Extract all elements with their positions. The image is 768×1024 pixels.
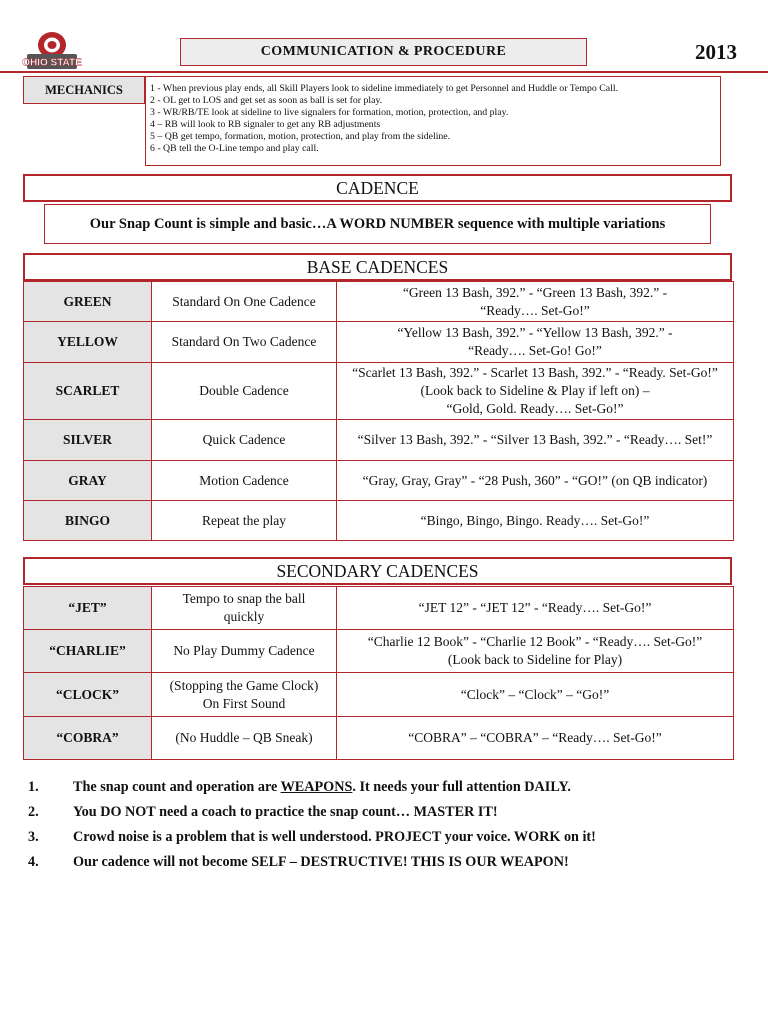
cadence-description: (Stopping the Game Clock) On First Sound: [152, 673, 337, 717]
cadence-name: GRAY: [24, 461, 152, 501]
list-number: 4.: [28, 854, 39, 870]
table-row: [24, 630, 734, 673]
cadence-call: “Clock” – “Clock” – “Go!”: [337, 673, 734, 717]
mechanics-item: 2 - OL get to LOS and get set as soon as ball is set for play.: [150, 95, 383, 106]
cadence-description: No Play Dummy Cadence: [152, 630, 337, 673]
cadence-description: Double Cadence: [152, 363, 337, 420]
cadence-call: “Bingo, Bingo, Bingo. Ready…. Set-Go!”: [337, 501, 734, 541]
mechanics-item: 6 - QB tell the O-Line tempo and play call.: [150, 143, 319, 154]
cadence-name: SCARLET: [24, 363, 152, 420]
mechanics-item: 4 – RB will look to RB signaler to get any RB adjustments: [150, 119, 381, 130]
mechanics-item: 1 - When previous play ends, all Skill Players look to sideline immediately to get Personnel and Huddle or Tempo Call.: [150, 83, 619, 94]
list-item: [28, 828, 748, 853]
list-item: [28, 853, 748, 878]
notes-list: [28, 778, 748, 878]
list-item: [28, 778, 748, 803]
cadence-name: “CLOCK”: [24, 673, 152, 717]
cadence-description: Quick Cadence: [152, 420, 337, 461]
cadence-call: “Gray, Gray, Gray” - “28 Push, 360” - “GO!” (on QB indicator): [337, 461, 734, 501]
cadence-description: Motion Cadence: [152, 461, 337, 501]
base-cadences-table: [23, 281, 734, 541]
note-text: You DO NOT need a coach to practice the snap count… MASTER IT!: [73, 804, 498, 820]
logo-text: OHIO STATE: [22, 57, 82, 69]
note-text: Our cadence will not become SELF – DESTRUCTIVE! THIS IS OUR WEAPON!: [73, 854, 569, 870]
cadence-name: “JET”: [24, 587, 152, 630]
cadence-name: GREEN: [24, 282, 152, 322]
cadence-name: BINGO: [24, 501, 152, 541]
cadence-call: “COBRA” – “COBRA” – “Ready…. Set-Go!”: [337, 717, 734, 760]
cadence-description: Repeat the play: [152, 501, 337, 541]
cadence-call: “JET 12” - “JET 12” - “Ready…. Set-Go!”: [337, 587, 734, 630]
cadence-name: YELLOW: [24, 322, 152, 363]
table-row: [24, 420, 734, 461]
mechanics-item: 3 - WR/RB/TE look at sideline to live signalers for formation, motion, protection, and play.: [150, 107, 509, 118]
cadence-call: “Silver 13 Bash, 392.” - “Silver 13 Bash, 392.” - “Ready…. Set!”: [337, 420, 734, 461]
note-text: [73, 778, 571, 803]
table-row: [24, 282, 734, 322]
table-row: [24, 673, 734, 717]
cadence-call: “Charlie 12 Book” - “Charlie 12 Book” - “Ready…. Set-Go!” (Look back to Sideline for Play): [337, 630, 734, 673]
header-divider: [0, 71, 768, 73]
year-label: 2013: [695, 40, 737, 64]
mechanics-label: MECHANICS: [23, 76, 145, 104]
list-number: 2.: [28, 804, 39, 820]
cadence-call: “Green 13 Bash, 392.” - “Green 13 Bash, 392.” - “Ready…. Set-Go!”: [337, 282, 734, 322]
table-row: [24, 587, 734, 630]
ohio-state-logo: [22, 27, 82, 71]
secondary-cadences-heading: SECONDARY CADENCES: [23, 557, 732, 585]
cadence-call: “Scarlet 13 Bash, 392.” - Scarlet 13 Bash, 392.” - “Ready. Set-Go!” (Look back to Sideline & Play if left on) – “Gold, Gold. Ready…. Set-Go!”: [337, 363, 734, 420]
cadence-description: Standard On Two Cadence: [152, 322, 337, 363]
base-cadences-heading: BASE CADENCES: [23, 253, 732, 281]
cadence-name: SILVER: [24, 420, 152, 461]
cadence-heading: CADENCE: [23, 174, 732, 202]
note-emphasis: WEAPONS: [280, 779, 353, 795]
note-text: Crowd noise is a problem that is well understood. PROJECT your voice. WORK on it!: [73, 829, 596, 845]
secondary-cadences-body: [24, 587, 734, 760]
secondary-cadences-table: [23, 586, 734, 760]
cadence-name: “COBRA”: [24, 717, 152, 760]
base-cadences-body: [24, 282, 734, 541]
note-text-start: The snap count and operation are: [73, 779, 281, 795]
note-text-end: . It needs your full attention DAILY.: [352, 779, 571, 795]
mechanics-item: 5 – QB get tempo, formation, motion, protection, and play from the sideline.: [150, 131, 451, 142]
list-item: [28, 803, 748, 828]
page-title: COMMUNICATION & PROCEDURE: [180, 38, 587, 66]
mechanics-list: [145, 76, 721, 166]
table-row: [24, 363, 734, 420]
cadence-call: “Yellow 13 Bash, 392.” - “Yellow 13 Bash, 392.” - “Ready…. Set-Go! Go!”: [337, 322, 734, 363]
cadence-intro: Our Snap Count is simple and basic…A WORD NUMBER sequence with multiple variations: [44, 204, 711, 244]
table-row: [24, 501, 734, 541]
cadence-description: Standard On One Cadence: [152, 282, 337, 322]
list-number: 3.: [28, 829, 39, 845]
cadence-description: (No Huddle – QB Sneak): [152, 717, 337, 760]
table-row: [24, 717, 734, 760]
cadence-description: Tempo to snap the ball quickly: [152, 587, 337, 630]
cadence-name: “CHARLIE”: [24, 630, 152, 673]
list-number: 1.: [28, 779, 39, 795]
table-row: [24, 461, 734, 501]
table-row: [24, 322, 734, 363]
